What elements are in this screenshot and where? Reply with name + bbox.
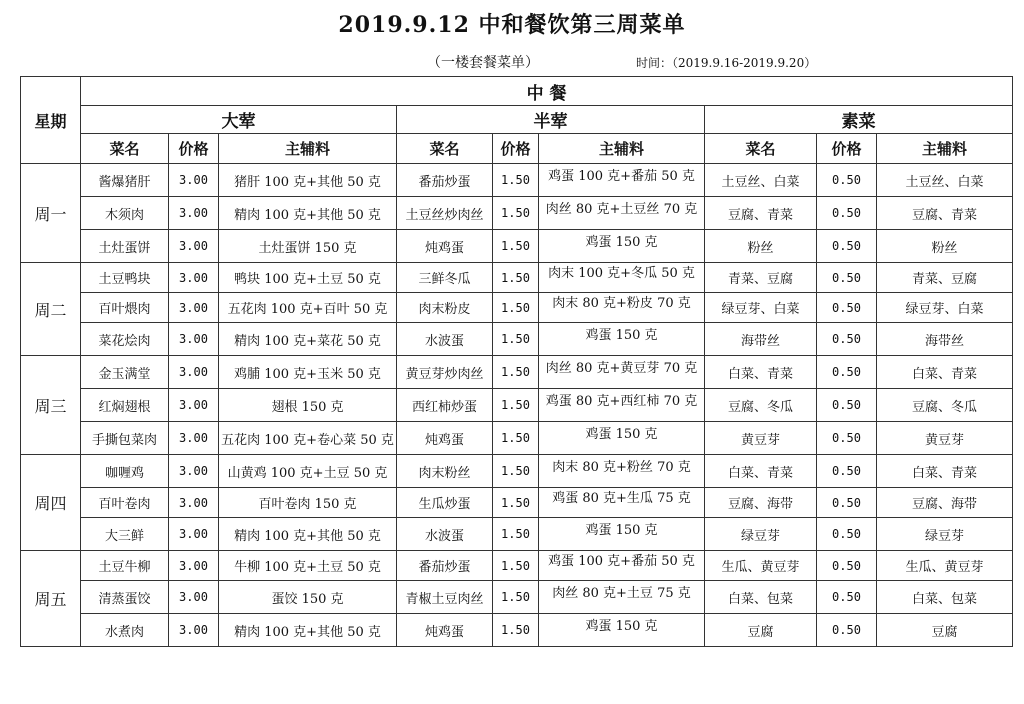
dish-name-cell: 百叶卷肉: [81, 488, 169, 518]
ingredients-cell: 白菜、包菜: [877, 581, 1013, 614]
meal-header: 中 餐: [81, 77, 1013, 106]
ingredients-text: 鸡蛋 150 克: [585, 426, 658, 442]
weekday-label: 周一: [21, 164, 81, 263]
price-cell: 1.50: [493, 164, 539, 197]
ingredients-cell: 土灶蛋饼 150 克: [219, 230, 397, 263]
ingredients-cell: 鸡脯 100 克+玉米 50 克: [219, 356, 397, 389]
ingredients-text: 肉丝 80 克+黄豆芽 70 克: [545, 360, 698, 376]
price-cell: 3.00: [169, 263, 219, 293]
ingredients-cell: 蛋饺 150 克: [219, 581, 397, 614]
ingredients-cell: [539, 518, 705, 551]
dish-name-cell: 大三鲜: [81, 518, 169, 551]
dish-name-cell: 西红柿炒蛋: [397, 389, 493, 422]
ingredients-cell: 精肉 100 克+菜花 50 克: [219, 323, 397, 356]
dish-name-cell: 炖鸡蛋: [397, 230, 493, 263]
weekday-header: 星期: [21, 77, 81, 164]
ingredients-cell: [539, 581, 705, 614]
dish-name-cell: 清蒸蛋饺: [81, 581, 169, 614]
price-cell: 0.50: [817, 422, 877, 455]
price-cell: 3.00: [169, 614, 219, 647]
ingredients-cell: [539, 455, 705, 488]
price-cell: 3.00: [169, 197, 219, 230]
dish-name-cell: 青菜、豆腐: [705, 263, 817, 293]
dish-name-cell: 红焖翅根: [81, 389, 169, 422]
ingredients-text: 肉丝 80 克+土豆丝 70 克: [545, 201, 698, 217]
ingredients-cell: 精肉 100 克+其他 50 克: [219, 518, 397, 551]
ingredients-cell: [539, 164, 705, 197]
price-cell: 1.50: [493, 293, 539, 323]
dish-name-cell: 生瓜炒蛋: [397, 488, 493, 518]
dish-name-cell: 绿豆芽: [705, 518, 817, 551]
price-cell: 1.50: [493, 356, 539, 389]
price-cell: 0.50: [817, 323, 877, 356]
ingredients-cell: 黄豆芽: [877, 422, 1013, 455]
menu-row: [21, 164, 1013, 197]
price-cell: 1.50: [493, 581, 539, 614]
price-cell: 3.00: [169, 323, 219, 356]
weekday-label: 周三: [21, 356, 81, 455]
price-cell: 3.00: [169, 230, 219, 263]
price-cell: 0.50: [817, 551, 877, 581]
price-cell: 3.00: [169, 356, 219, 389]
ingredients-cell: [539, 356, 705, 389]
ingredients-cell: 白菜、青菜: [877, 455, 1013, 488]
dish-name-cell: 土豆丝炒肉丝: [397, 197, 493, 230]
dish-name-cell: 粉丝: [705, 230, 817, 263]
weekday-label: 周五: [21, 551, 81, 647]
date-range: 时间：（2019.9.16-2019.9.20）: [636, 56, 817, 70]
price-cell: 0.50: [817, 263, 877, 293]
dish-name-cell: 豆腐、海带: [705, 488, 817, 518]
menu-table-header: [21, 77, 1013, 164]
ingredients-cell: [539, 551, 705, 581]
ingredients-cell: [539, 293, 705, 323]
dish-name-cell: 炖鸡蛋: [397, 422, 493, 455]
price-cell: 0.50: [817, 614, 877, 647]
price-cell: 0.50: [817, 230, 877, 263]
ingredients-cell: 精肉 100 克+其他 50 克: [219, 197, 397, 230]
category-header-main: 大荤: [81, 106, 397, 134]
dish-name-cell: 白菜、青菜: [705, 356, 817, 389]
menu-table-body: [21, 164, 1013, 647]
ingredients-cell: 粉丝: [877, 230, 1013, 263]
dish-name-cell: 咖喱鸡: [81, 455, 169, 488]
ingredients-cell: [539, 197, 705, 230]
price-cell: 1.50: [493, 551, 539, 581]
dish-name-cell: 炖鸡蛋: [397, 614, 493, 647]
ingredients-text: 鸡蛋 80 克+西红柿 70 克: [545, 393, 698, 409]
ingredients-cell: 百叶卷肉 150 克: [219, 488, 397, 518]
dish-name-cell: 生瓜、黄豆芽: [705, 551, 817, 581]
ingredients-cell: 豆腐、青菜: [877, 197, 1013, 230]
dish-name-cell: 土豆鸭块: [81, 263, 169, 293]
category-header-half: 半荤: [397, 106, 705, 134]
price-cell: 0.50: [817, 488, 877, 518]
ingredients-cell: 五花肉 100 克+卷心菜 50 克: [219, 422, 397, 455]
menu-row: [21, 263, 1013, 293]
col-ingredients: 主辅料: [539, 134, 705, 164]
dish-name-cell: 青椒土豆肉丝: [397, 581, 493, 614]
ingredients-cell: 牛柳 100 克+土豆 50 克: [219, 551, 397, 581]
price-cell: 1.50: [493, 518, 539, 551]
menu-row: [21, 551, 1013, 581]
ingredients-cell: [539, 323, 705, 356]
price-cell: 3.00: [169, 422, 219, 455]
dish-name-cell: 水煮肉: [81, 614, 169, 647]
ingredients-cell: 白菜、青菜: [877, 356, 1013, 389]
col-price: 价格: [817, 134, 877, 164]
menu-row: [21, 518, 1013, 551]
page-title: 2019.9.12 中和餐饮第三周菜单: [338, 12, 686, 38]
price-cell: 0.50: [817, 455, 877, 488]
ingredients-cell: 猪肝 100 克+其他 50 克: [219, 164, 397, 197]
menu-row: [21, 323, 1013, 356]
dish-name-cell: 木须肉: [81, 197, 169, 230]
ingredients-cell: [539, 488, 705, 518]
ingredients-text: 肉末 100 克+冬瓜 50 克: [548, 266, 695, 281]
dish-name-cell: 豆腐、冬瓜: [705, 389, 817, 422]
menu-row: [21, 455, 1013, 488]
ingredients-cell: [539, 614, 705, 647]
dish-name-cell: 手撕包菜肉: [81, 422, 169, 455]
ingredients-text: 鸡蛋 150 克: [585, 522, 658, 538]
col-ingredients: 主辅料: [877, 134, 1013, 164]
ingredients-text: 鸡蛋 150 克: [585, 618, 658, 634]
price-cell: 0.50: [817, 518, 877, 551]
ingredients-cell: 绿豆芽: [877, 518, 1013, 551]
price-cell: 1.50: [493, 197, 539, 230]
ingredients-cell: 绿豆芽、白菜: [877, 293, 1013, 323]
price-cell: 3.00: [169, 581, 219, 614]
ingredients-cell: 生瓜、黄豆芽: [877, 551, 1013, 581]
dish-name-cell: 土灶蛋饼: [81, 230, 169, 263]
col-dish: 菜名: [705, 134, 817, 164]
col-price: 价格: [493, 134, 539, 164]
price-cell: 0.50: [817, 293, 877, 323]
dish-name-cell: 三鲜冬瓜: [397, 263, 493, 293]
menu-row: [21, 488, 1013, 518]
ingredients-cell: 海带丝: [877, 323, 1013, 356]
ingredients-cell: 五花肉 100 克+百叶 50 克: [219, 293, 397, 323]
price-cell: 0.50: [817, 164, 877, 197]
ingredients-cell: [539, 389, 705, 422]
price-cell: 1.50: [493, 614, 539, 647]
dish-name-cell: 土豆丝、白菜: [705, 164, 817, 197]
dish-name-cell: 番茄炒蛋: [397, 551, 493, 581]
menu-row: [21, 230, 1013, 263]
weekday-label: 周二: [21, 263, 81, 356]
price-cell: 1.50: [493, 488, 539, 518]
price-cell: 0.50: [817, 389, 877, 422]
col-ingredients: 主辅料: [219, 134, 397, 164]
dish-name-cell: 肉末粉丝: [397, 455, 493, 488]
dish-name-cell: 白菜、包菜: [705, 581, 817, 614]
dish-name-cell: 黄豆芽炒肉丝: [397, 356, 493, 389]
dish-name-cell: 金玉满堂: [81, 356, 169, 389]
menu-row: [21, 581, 1013, 614]
menu-row: [21, 356, 1013, 389]
col-price: 价格: [169, 134, 219, 164]
dish-name-cell: 绿豆芽、白菜: [705, 293, 817, 323]
menu-row: [21, 422, 1013, 455]
price-cell: 1.50: [493, 422, 539, 455]
menu-row: [21, 293, 1013, 323]
ingredients-text: 鸡蛋 150 克: [585, 234, 658, 250]
ingredients-text: 鸡蛋 100 克+番茄 50 克: [548, 554, 695, 569]
price-cell: 3.00: [169, 518, 219, 551]
ingredients-text: 肉末 80 克+粉丝 70 克: [552, 459, 691, 475]
dish-name-cell: 白菜、青菜: [705, 455, 817, 488]
category-header-veg: 素菜: [705, 106, 1013, 134]
dish-name-cell: 水波蛋: [397, 323, 493, 356]
ingredients-text: 鸡蛋 100 克+番茄 50 克: [548, 168, 695, 184]
page-subtitle: （一楼套餐菜单）: [427, 55, 539, 71]
dish-name-cell: 番茄炒蛋: [397, 164, 493, 197]
price-cell: 1.50: [493, 323, 539, 356]
price-cell: 3.00: [169, 293, 219, 323]
price-cell: 1.50: [493, 263, 539, 293]
ingredients-cell: 豆腐、海带: [877, 488, 1013, 518]
price-cell: 1.50: [493, 455, 539, 488]
weekday-label: 周四: [21, 455, 81, 551]
price-cell: 0.50: [817, 197, 877, 230]
dish-name-cell: 豆腐: [705, 614, 817, 647]
dish-name-cell: 肉末粉皮: [397, 293, 493, 323]
price-cell: 3.00: [169, 455, 219, 488]
ingredients-cell: 豆腐: [877, 614, 1013, 647]
ingredients-cell: [539, 230, 705, 263]
price-cell: 3.00: [169, 488, 219, 518]
menu-row: [21, 197, 1013, 230]
ingredients-text: 肉丝 80 克+土豆 75 克: [552, 585, 691, 601]
menu-table: [20, 76, 1013, 647]
ingredients-cell: 土豆丝、白菜: [877, 164, 1013, 197]
dish-name-cell: 水波蛋: [397, 518, 493, 551]
menu-row: [21, 389, 1013, 422]
price-cell: 1.50: [493, 230, 539, 263]
menu-row: [21, 614, 1013, 647]
price-cell: 0.50: [817, 356, 877, 389]
dish-name-cell: 海带丝: [705, 323, 817, 356]
price-cell: 3.00: [169, 164, 219, 197]
ingredients-cell: 精肉 100 克+其他 50 克: [219, 614, 397, 647]
dish-name-cell: 豆腐、青菜: [705, 197, 817, 230]
ingredients-cell: [539, 263, 705, 293]
dish-name-cell: 百叶煨肉: [81, 293, 169, 323]
ingredients-cell: [539, 422, 705, 455]
price-cell: 1.50: [493, 389, 539, 422]
ingredients-cell: 翅根 150 克: [219, 389, 397, 422]
dish-name-cell: 酱爆猪肝: [81, 164, 169, 197]
ingredients-cell: 青菜、豆腐: [877, 263, 1013, 293]
ingredients-cell: 豆腐、冬瓜: [877, 389, 1013, 422]
col-dish: 菜名: [397, 134, 493, 164]
price-cell: 3.00: [169, 551, 219, 581]
price-cell: 3.00: [169, 389, 219, 422]
ingredients-cell: 山黄鸡 100 克+土豆 50 克: [219, 455, 397, 488]
dish-name-cell: 菜花烩肉: [81, 323, 169, 356]
price-cell: 0.50: [817, 581, 877, 614]
col-dish: 菜名: [81, 134, 169, 164]
ingredients-cell: 鸭块 100 克+土豆 50 克: [219, 263, 397, 293]
dish-name-cell: 土豆牛柳: [81, 551, 169, 581]
ingredients-text: 鸡蛋 150 克: [585, 327, 658, 343]
ingredients-text: 鸡蛋 80 克+生瓜 75 克: [552, 491, 691, 506]
dish-name-cell: 黄豆芽: [705, 422, 817, 455]
ingredients-text: 肉末 80 克+粉皮 70 克: [552, 296, 691, 311]
